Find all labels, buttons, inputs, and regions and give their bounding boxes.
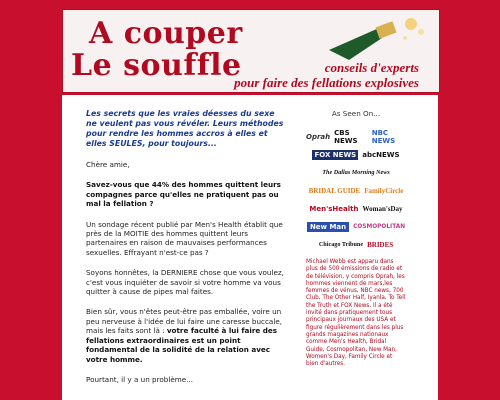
paragraph-2: Soyons honnêtes, la DERNIERE chose que vous voulez, c'est vous inquiéter de savoir si votre homme va vous quitter à cause de pipes mal faites. [86,268,284,297]
brides-logo: BRIDES [367,240,394,249]
family-circle-logo: FamilyCircle [364,186,404,195]
lead-paragraph: Les secrets que les vraies déesses du sexe ne veulent pas vous révéler. Leurs méthodes pour rendre les hommes accros à elles et elles SEULES, pour toujours... [86,109,284,148]
champagne-bottle-icon [319,10,439,65]
cbs-news-logo: CBS NEWS [334,128,358,145]
logo-row-4 [306,184,406,197]
sidebar-title: As Seen On... [331,109,381,118]
logo-row-2 [306,148,406,161]
press-bio-text: Michael Webb est apparu dans plus de 500 émissions de radio et de télévision, y compris Oprah, les hommes viennent de mars,les femmes de vénus, NBC news, 700 Club, The Other Half, Iyanla, To Tell the Truth et FOX News. Il a été invité dans pratiquement tous principaux journaux des USA et figure régulièrement dans les plus grands magazines nationaux comme Men's Health, Bridal Guide, Cosmopolitan, New Man, Women's Day, Family Circle et bien d'autres. [306,259,406,368]
oprah-logo: Oprah [306,132,331,141]
tagline-line2: pour faire des fellations explosives [234,75,419,90]
abc-news-logo: abcNEWS [362,150,400,159]
logo-row-1 [306,130,406,143]
closing-paragraph: Pourtant, il y a un problème... [86,374,194,384]
site-header [62,9,440,93]
tagline-line1: conseils d'experts [324,60,419,75]
article [86,109,284,395]
nbc-news-logo: NBC NEWS [371,128,396,145]
question-paragraph: Savez-vous que 44% des hommes quittent leurs compagnes parce qu'elles ne pratiquent pas ou mal la fellation ? [86,180,281,209]
womans-day-logo: Woman'sDay [362,204,403,213]
logo-row-3 [306,166,406,179]
logo-row-7 [306,238,406,251]
site-title-line2: Le souffle [71,48,242,83]
paragraph-3-bold: votre faculté à lui faire des fellations extraordinaires est un point fondamental de la solidité de la relation avec votre homme. [86,326,278,364]
greeting: Chère amie, [86,160,130,169]
main-content [62,95,438,400]
chicago-tribune-logo: Chicago Tribune [318,241,364,248]
new-man-logo: New Man [307,222,349,232]
paragraph-3-text: Bien sûr, vous n'êtes peut-être pas emballée, voire un peu nerveuse à l'idée de lui faire une caresse buccale, mais les faits sont là : [86,307,283,336]
paragraph-1: Un sondage récent publié par Men's Health établit que près de la MOITIE des hommes quittent leurs partenaires en raison de mauvaises performances sexuelles. Effrayant n'est-ce pas ? [86,219,283,257]
dallas-morning-news-logo: The Dallas Morning News [322,169,390,176]
paragraph-3 [86,307,284,363]
bridal-guide-logo: BRIDAL GUIDE [308,186,361,195]
logo-row-5 [306,202,406,215]
cosmopolitan-logo: COSMOPOLITAN [353,223,406,230]
as-seen-on-sidebar [306,109,406,368]
logo-row-6 [306,220,406,233]
site-title-line1: A couper [89,16,243,51]
mens-health-logo: Men'sHealth [309,204,359,213]
fox-news-logo: FOX NEWS [314,150,357,159]
